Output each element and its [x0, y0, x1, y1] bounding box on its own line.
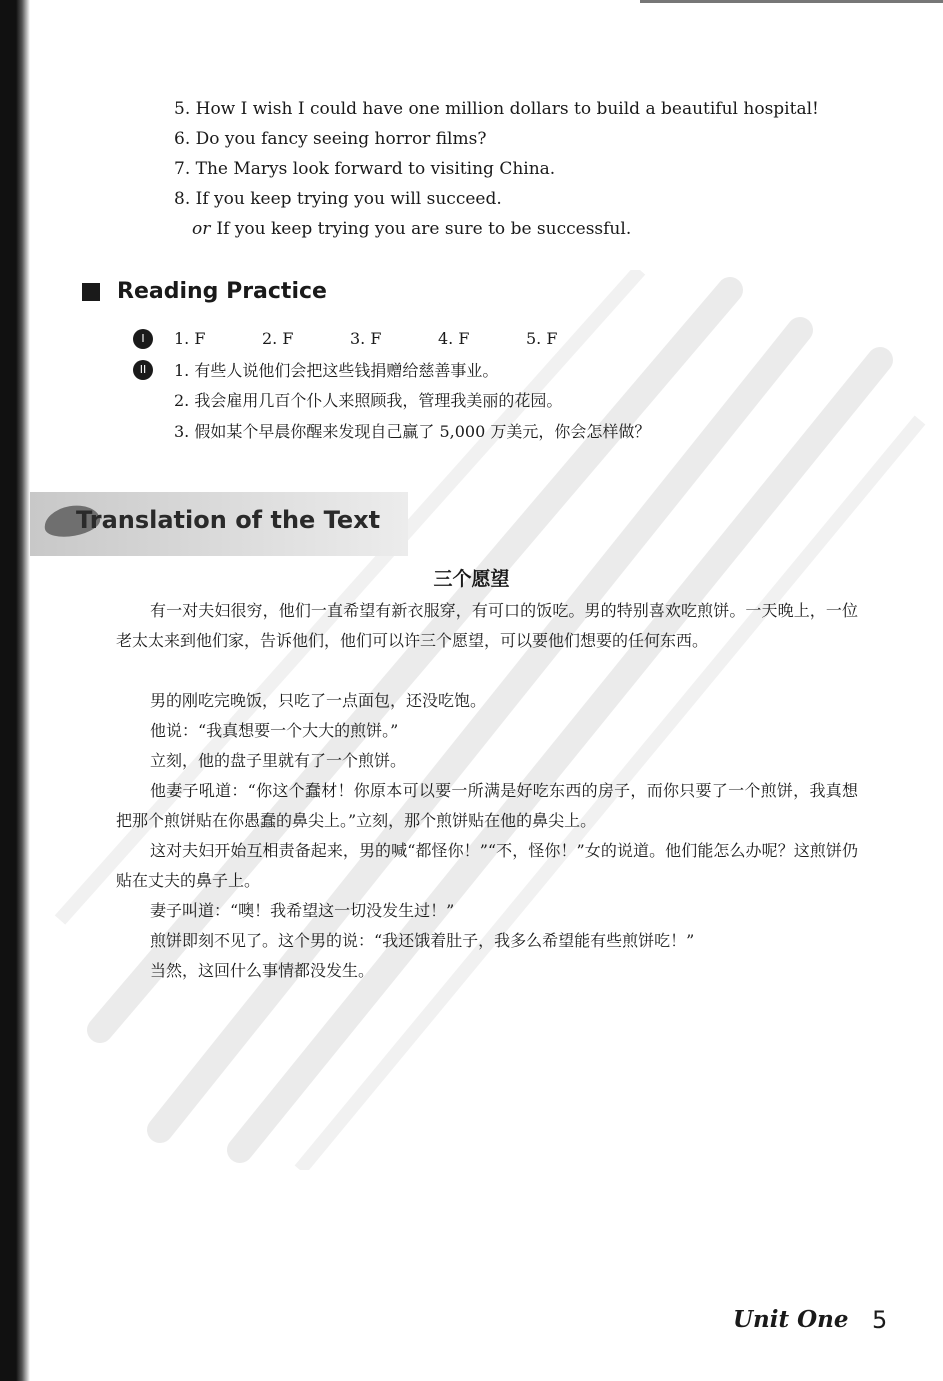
answer-7: 7. The Marys look forward to visiting China.: [174, 159, 556, 179]
story-paragraph-1: 有一对夫妇很穷，他们一直希望有新衣服穿，有可口的饭吃。男的特别喜欢吃煎饼。一天晚上，一位老太太来到他们家，告诉他们，他们可以许三个愿望，可以要他们想要的任何东西。: [116, 601, 858, 650]
tf-answer-2: 2. F: [262, 329, 294, 348]
story-paragraph-3: 他说：“我真想要一个大大的煎饼。”: [150, 721, 399, 740]
answer-6: 6. Do you fancy seeing horror films?: [174, 129, 487, 149]
page-number: 5: [872, 1306, 888, 1334]
tf-answer-4: 4. F: [438, 329, 470, 348]
translation-answer-3: 3. 假如某个早晨你醒来发现自己赢了 5,000 万美元，你会怎样做？: [174, 422, 651, 441]
tf-answer-5: 5. F: [526, 329, 558, 348]
alt-text: If you keep trying you are sure to be successful.: [216, 219, 632, 239]
answer-5: 5. How I wish I could have one million dollars to build a beautiful hospital!: [174, 99, 819, 119]
translation-answer-2: 2. 我会雇用几百个仆人来照顾我，管理我美丽的花园。: [174, 391, 563, 410]
part-one-badge: I: [133, 329, 153, 349]
unit-label: Unit One: [733, 1306, 849, 1333]
scan-edge: [0, 0, 30, 1381]
top-rule: [640, 0, 943, 3]
true-false-answers: [174, 329, 614, 348]
answer-8-alternative: [192, 218, 631, 240]
story-paragraph-7: 妻子叫道：“噢！我希望这一切没发生过！”: [150, 901, 455, 920]
story-title: 三个愿望: [433, 568, 510, 590]
square-bullet-icon: [82, 283, 100, 301]
part-two-badge: II: [133, 360, 153, 380]
story-paragraph-5: 他妻子吼道：“你这个蠢材！你原本可以要一所满是好吃东西的房子，而你只要了一个煎饼，我真想把那个煎饼贴在你愚蠢的鼻尖上。”立刻，那个煎饼贴在他的鼻尖上。: [116, 781, 858, 830]
answer-8: 8. If you keep trying you will succeed.: [174, 189, 502, 209]
reading-practice-heading: [82, 279, 327, 304]
translation-answer-1: 1. 有些人说他们会把这些钱捐赠给慈善事业。: [174, 361, 499, 380]
story-paragraph-2: 男的刚吃完晚饭，只吃了一点面包，还没吃饱。: [150, 691, 487, 710]
story-paragraph-8: 煎饼即刻不见了。这个男的说：“我还饿着肚子，我多么希望能有些煎饼吃！”: [150, 931, 695, 950]
story-paragraph-6: 这对夫妇开始互相责备起来，男的喊“都怪你！”“不，怪你！”女的说道。他们能怎么办呢？这煎饼仍贴在丈夫的鼻子上。: [116, 841, 858, 890]
tf-answer-3: 3. F: [350, 329, 382, 348]
banner-title: Translation of the Text: [76, 506, 381, 534]
tf-answer-1: 1. F: [174, 329, 206, 348]
or-label: or: [192, 219, 211, 239]
story-paragraph-4: 立刻，他的盘子里就有了一个煎饼。: [150, 751, 407, 770]
section-title: Reading Practice: [117, 279, 327, 304]
story-paragraph-9: 当然，这回什么事情都没发生。: [150, 961, 375, 980]
